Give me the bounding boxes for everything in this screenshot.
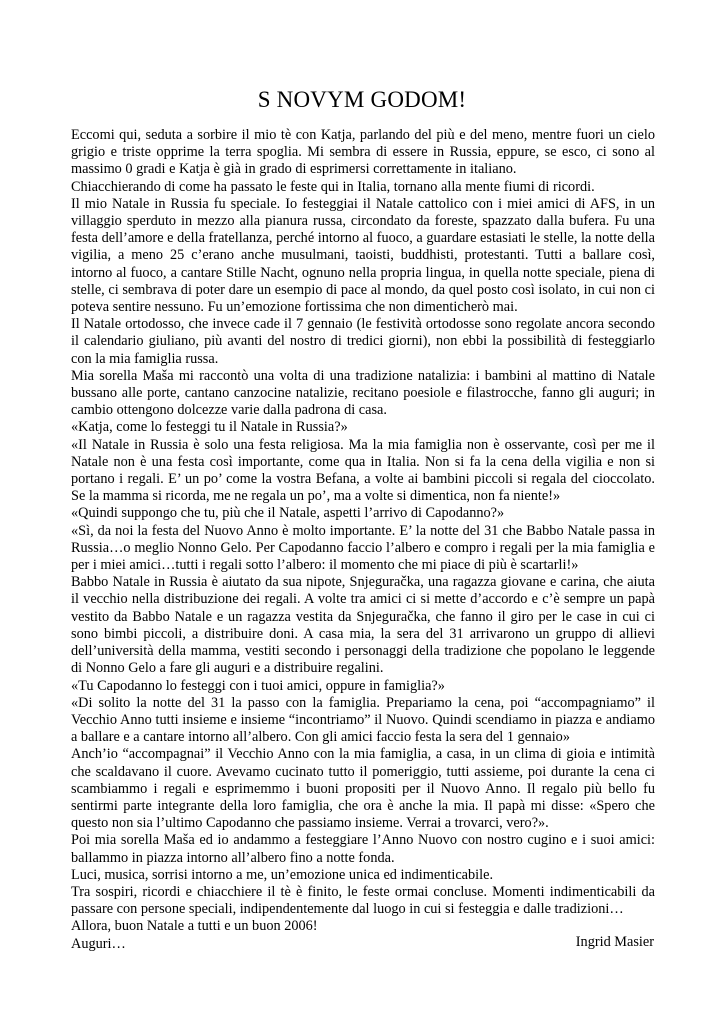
paragraph-4: Il Natale ortodosso, che invece cade il 7 gennaio (le festività ortodosse sono regolate ancora secondo il calendario giuliano, più avanti del nostro di tredici giorni), non ebbi la possibilità di festeggiarlo con la mia famiglia russa. — [71, 316, 655, 367]
paragraph-1: Eccomi qui, seduta a sorbire il mio tè con Katja, parlando del più e del meno, mentre fuori un cielo grigio e triste opprime la terra spoglia. Mi sembra di essere in Russia, eppure, se esco, ci sono al massimo 0 gradi e Katja è già in grado di esprimersi correttamente in italiano. — [71, 127, 655, 178]
paragraph-12: «Di solito la notte del 31 la passo con la famiglia. Prepariamo la cena, poi “accompagniamo” il Vecchio Anno tutti insieme e insieme “incontriamo” il Nuovo. Quindi scendiamo in piazza e andiamo a ballare e a cantare intorno all’albero. Con gli amici faccio festa la sera del 1 gennaio» — [71, 694, 655, 746]
paragraph-9: «Sì, da noi la festa del Nuovo Anno è molto importante. E’ la notte del 31 che Babbo Natale passa in Russia…o meglio Nonno Gelo. Per Capodanno faccio l’albero e compro i regali per la mia famiglia e per i miei amici…tutti i regali sotto l’albero: il momento che mi piace di più è scartarli!» — [71, 522, 655, 574]
paragraph-3: Il mio Natale in Russia fu speciale. Io festeggiai il Natale cattolico con i miei amici di AFS, in un villaggio sperduto in mezzo alla pianura russa, circondato da foreste, spazzato dalla bufera. Fu una festa dell’amore e della fratellanza, perché intorno al fuoco, a guardare estasiati le stelle, la notte della vigilia, a meno 25 c’erano anche musulmani, taoisti, buddhisti, protestanti. Tutti a ballare così, intorno al fuoco, a cantare Stille Nacht, ognuno nella propria lingua, in quella notte speciale, piena di stelle, ci sembrava di poter dare un esempio di pace al mondo, da quel posto così isolato, in cui non ci poteva sentire nessuno. Fu un’emozione fortissima che non dimenticherò mai. — [71, 195, 655, 316]
paragraph-17: Allora, buon Natale a tutti e un buon 2006! — [71, 918, 318, 935]
paragraph-7: «Il Natale in Russia è solo una festa religiosa. Ma la mia famiglia non è osservante, così per me il Natale non è una festa così importante, come qua in Italia. Non si fa la cena della vigilia e non si portano i regali. E’ un po’ come la vostra Befana, a volte ai bambini piccoli si regala del cioccolato. Se la mamma si ricorda, me ne regala un po’, ma a volte si dimentica, non fa niente!» — [71, 436, 655, 505]
author-signature: Ingrid Masier — [575, 934, 654, 950]
paragraph-15: Luci, musica, sorrisi intorno a me, un’emozione unica ed indimenticabile. — [71, 866, 494, 883]
paragraph-11: «Tu Capodanno lo festeggi con i tuoi amici, oppure in famiglia?» — [71, 677, 445, 694]
paragraph-5: Mia sorella Maša mi raccontò una volta di una tradizione natalizia: i bambini al mattino di Natale bussano alle porte, cantano canzocine natalizie, recitano poesiole e filastrocche, fanno gli auguri; in cambio ottengono dolcezze varie dalla padrona di casa. — [71, 367, 655, 419]
paragraph-14: Poi mia sorella Maša ed io andammo a festeggiare l’Anno Nuovo con nostro cugino e i suoi amici: ballammo in piazza intorno all’albero fino a notte fonda. — [71, 832, 655, 866]
paragraph-13: Anch’io “accompagnai” il Vecchio Anno con la mia famiglia, a casa, in un clima di gioia e intimità che scaldavano il cuore. Avevamo cucinato tutto il pomeriggio, tutti assieme, poi durante la cena ci scambiammo i regali e esprimemmo i buoni propositi per il Nuovo Anno. Il regalo più bello fu sentirmi parte integrante della loro famiglia, che ora è anche la mia. Il papà mi disse: «Spero che questo non sia l’ultimo Capodanno che passiamo insieme. Verrai a trovarci, vero?». — [71, 746, 655, 832]
paragraph-2: Chiacchierando di come ha passato le feste qui in Italia, tornano alla mente fiumi di ricordi. — [71, 178, 595, 195]
paragraph-8: «Quindi suppongo che tu, più che il Natale, aspetti l’arrivo di Capodanno?» — [71, 505, 505, 522]
article-body — [71, 127, 655, 953]
paragraph-10: Babbo Natale in Russia è aiutato da sua nipote, Snjeguračka, una ragazza giovane e carina, che aiuta il vecchio nella distribuzione dei regali. A volte tra amici ci si mette d’accordo e c’è sempre un papà vestito da Babbo Natale e un ragazza vestita da Snjeguračka, che fanno il giro per le case in cui ci sono bimbi piccoli, a distribuire doni. A casa mia, la sera del 31 arrivarono un gruppo di allievi dell’università della mamma, vestiti secondo i personaggi della tradizione che popolano le leggende di Nonno Gelo a fare gli auguri e a distribuire regalini. — [71, 574, 655, 677]
paragraph-16: Tra sospiri, ricordi e chiacchiere il tè è finito, le feste ormai concluse. Momenti indimenticabili da passare con persone speciali, indipendentemente dal luogo in cui si festeggia e dalle tradizioni… — [71, 883, 655, 918]
page-title: S NOVYM GODOM! — [257, 87, 467, 112]
paragraph-6: «Katja, come lo festeggi tu il Natale in Russia?» — [71, 419, 348, 436]
paragraph-18: Auguri… — [71, 935, 126, 952]
